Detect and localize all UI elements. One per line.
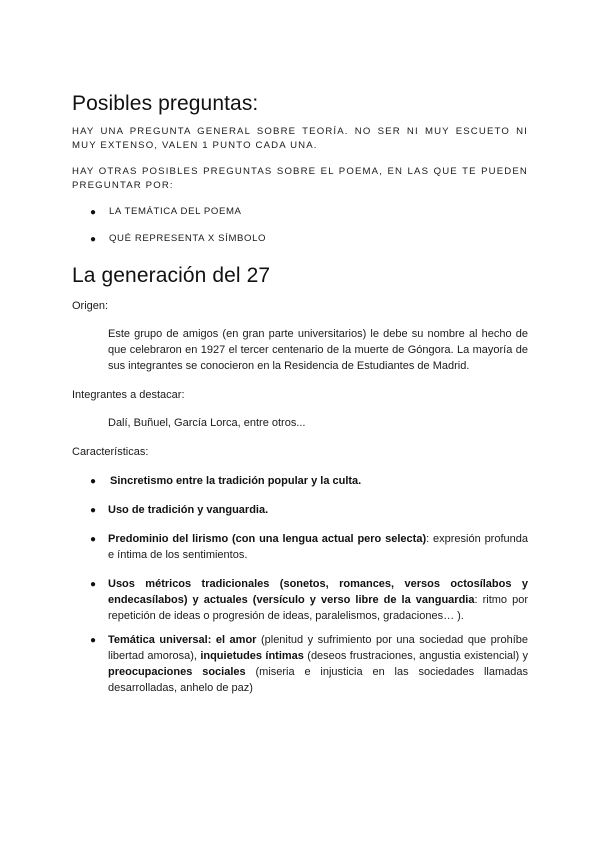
item-bold-text: Predominio del lirismo (con una lengua actual pero selecta) <box>108 533 427 545</box>
paragraph-poema: HAY OTRAS POSIBLES PREGUNTAS SOBRE EL POEMA, EN LAS QUE TE PUEDEN PREGUNTAR POR: <box>72 166 528 191</box>
list-item-lirismo <box>108 531 528 563</box>
list-item-metricos <box>108 576 528 624</box>
item-bold-inquietudes: inquietudes íntimas <box>200 650 304 662</box>
bullet-marker: ● <box>90 635 97 646</box>
label-caracteristicas: Características: <box>72 446 149 458</box>
section-title-posibles-preguntas: Posibles preguntas: <box>72 92 259 115</box>
item-bold-text: Usos métricos tradicionales (sonetos, romances, versos octosílabos y endecasílabos) y actuales (versículo y verso libre de la vanguardia <box>108 578 528 606</box>
bullet-marker: ● <box>90 234 97 245</box>
bullet-item-simbolo: QUÉ REPRESENTA X SÍMBOLO <box>109 233 267 244</box>
label-integrantes: Integrantes a destacar: <box>72 389 185 401</box>
paragraph-teoria: HAY UNA PREGUNTA GENERAL SOBRE TEORÍA. NO SER NI MUY ESCUETO NI MUY EXTENSO, VALEN 1 PUNTO CADA UNA. <box>72 126 528 151</box>
bullet-marker: ● <box>90 505 97 516</box>
item-text-amor: (plenitud y sufrimiento por una sociedad que prohíbe libertad amorosa), <box>108 634 528 662</box>
paragraph-origen: Este grupo de amigos (en gran parte universitarios) le debe su nombre al hecho de que celebraron en 1927 el tercer centenario de la muerte de Góngora. La mayoría de sus integrantes se conocieron en la Residencia de Estudiantes de Madrid. <box>108 328 528 372</box>
bullet-marker: ● <box>90 207 97 218</box>
bullet-item-tematica: LA TEMÁTICA DEL POEMA <box>109 206 242 217</box>
paragraph-integrantes: Dalí, Buñuel, García Lorca, entre otros... <box>108 417 306 429</box>
list-item-sincretismo <box>110 473 361 489</box>
list-item-tradicion <box>108 502 268 518</box>
item-bold-text: Sincretismo entre la tradición popular y la culta. <box>110 475 362 487</box>
item-text-preocupaciones: (miseria e injusticia en las sociedades llamadas desarrolladas, anhelo de paz) <box>108 666 528 694</box>
item-rest-text: : ritmo por repetición de ideas o progresión de ideas, paralelismos, gradaciones… ). <box>108 594 528 622</box>
bullet-marker: ● <box>90 476 97 487</box>
section-title-generacion-27: La generación del 27 <box>72 264 271 287</box>
bullet-marker: ● <box>90 534 97 545</box>
item-rest-text: : expresión profunda e íntima de los sentimientos. <box>108 533 528 561</box>
bullet-marker: ● <box>90 579 97 590</box>
item-bold-preocupaciones: preocupaciones sociales <box>108 666 246 678</box>
item-bold-text: Uso de tradición y vanguardia. <box>108 504 269 516</box>
list-item-tematica-universal <box>108 632 528 696</box>
item-text-inquietudes: (deseos frustraciones, angustia existencial) y <box>303 650 528 662</box>
label-origen: Origen: <box>72 300 109 312</box>
item-bold-amor: Temática universal: el amor <box>108 634 257 646</box>
